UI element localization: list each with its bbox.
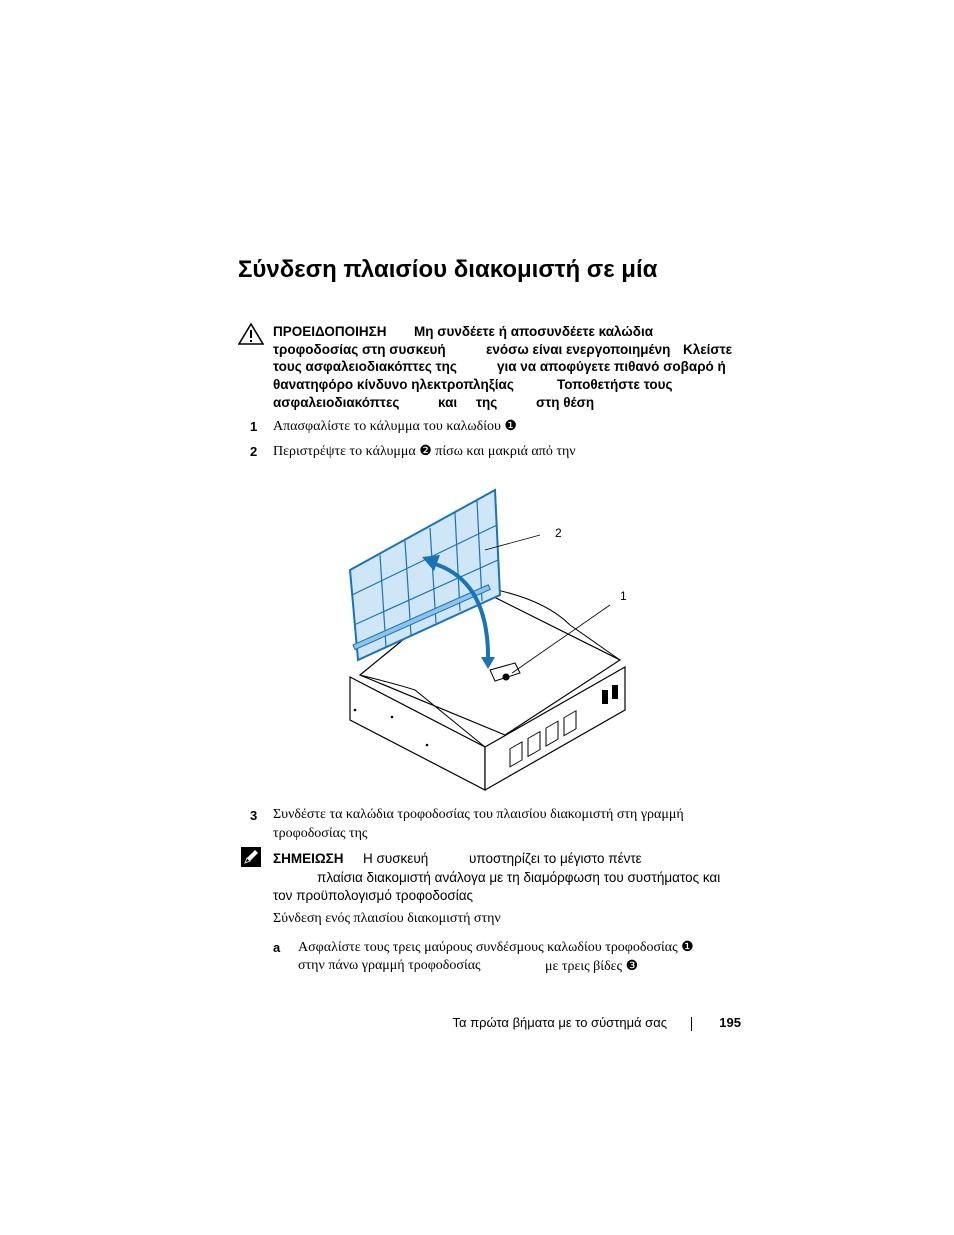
warning-text: για να αποφύγετε πιθανό σοβαρό ή	[497, 359, 726, 374]
step-text: Συνδέστε τα καλώδια τροφοδοσίας του πλαισίου διακομιστή στη γραμμή	[273, 807, 684, 822]
warning-icon	[238, 322, 264, 346]
footer-chapter-title: Τα πρώτα βήματα με το σύστημά σας	[452, 1015, 667, 1030]
warning-text: τροφοδοσίας στη συσκευή	[273, 342, 446, 357]
callout-1: 1	[620, 589, 627, 603]
substep-text: Ασφαλίστε τους τρεις μαύρους συνδέσμους καλωδίου τροφοδοσίας ❶	[298, 940, 694, 955]
substep-text: με τρεις βίδες ❸	[545, 959, 639, 974]
substep-letter: a	[273, 940, 281, 955]
warning-text: τους ασφαλειοδιακόπτες της	[273, 359, 457, 374]
warning-text: Κλείστε	[683, 342, 733, 357]
warning-text: και	[438, 395, 458, 410]
note-label: ΣΗΜΕΙΩΣΗ	[273, 851, 344, 866]
substep-text: στην πάνω γραμμή τροφοδοσίας	[298, 958, 481, 973]
step-text: τροφοδοσίας της	[273, 826, 368, 841]
warning-text: της	[476, 395, 498, 410]
page-number: 195	[719, 1015, 741, 1030]
warning-text: ενόσω είναι ενεργοποιημένη	[486, 342, 671, 357]
subheading: Σύνδεση ενός πλαισίου διακομιστή στην	[273, 911, 501, 926]
page-footer	[436, 1015, 741, 1035]
note-text: Η συσκευή	[363, 851, 429, 866]
note-text: πλαίσια διακομιστή ανάλογα με τη διαμόρφωση του συστήματος και	[317, 870, 721, 885]
note-text: τον προϋπολογισμό τροφοδοσίας	[273, 888, 474, 903]
step-text: Απασφαλίστε το κάλυμμα του καλωδίου ❶	[273, 419, 517, 434]
note-text: υποστηρίζει το μέγιστο πέντε	[469, 851, 642, 866]
warning-label: ΠΡΟΕΙΔΟΠΟΙΗΣΗ	[273, 324, 387, 339]
step-text: Περιστρέψτε το κάλυμμα ❷ πίσω και μακριά από την	[273, 444, 576, 459]
warning-text: Τοποθετήστε τους	[557, 377, 673, 392]
step-number: 2	[250, 444, 258, 459]
warning-text: ασφαλειοδιακόπτες	[273, 395, 400, 410]
warning-text: θανατηφόρο κίνδυνο ηλεκτροπληξίας	[273, 377, 514, 392]
step-number: 3	[250, 808, 258, 823]
footer-separator	[691, 1017, 692, 1031]
step-number: 1	[250, 419, 258, 434]
page-title: Σύνδεση πλαισίου διακομιστή σε μία	[238, 256, 658, 283]
server-enclosure-illustration	[340, 485, 640, 795]
warning-text: στη θέση	[536, 395, 595, 410]
note-pencil-icon	[240, 846, 262, 868]
callout-2: 2	[555, 526, 562, 540]
warning-text: Μη συνδέετε ή αποσυνδέετε καλώδια	[414, 324, 654, 339]
